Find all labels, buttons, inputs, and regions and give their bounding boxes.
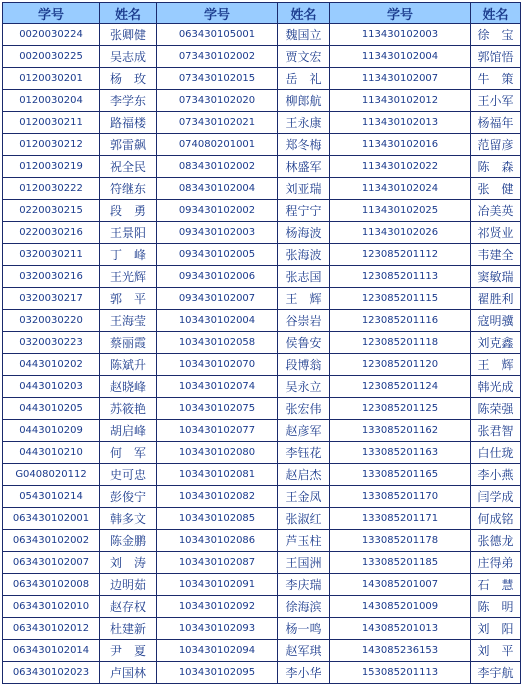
table-row xyxy=(3,134,521,156)
name-cell: 李宇航 xyxy=(471,662,521,684)
student-id-cell: 113430102012 xyxy=(330,90,471,112)
student-id-cell: 093430102007 xyxy=(157,288,278,310)
name-cell: 段博翁 xyxy=(278,354,330,376)
table-row xyxy=(3,376,521,398)
student-id-cell: 133085201162 xyxy=(330,420,471,442)
name-cell: 侯鲁安 xyxy=(278,332,330,354)
student-id-cell: 133085201163 xyxy=(330,442,471,464)
student-id-cell: 103430102095 xyxy=(157,662,278,684)
table-row xyxy=(3,90,521,112)
roster-container xyxy=(2,2,521,684)
student-id-cell: 063430102010 xyxy=(3,596,100,618)
name-cell: 寇明骥 xyxy=(471,310,521,332)
table-row xyxy=(3,530,521,552)
student-id-cell: 143085236153 xyxy=(330,640,471,662)
name-cell: 李学东 xyxy=(100,90,157,112)
student-id-cell: 063430102007 xyxy=(3,552,100,574)
student-id-cell: 133085201171 xyxy=(330,508,471,530)
student-id-cell: 073430102020 xyxy=(157,90,278,112)
name-cell: 韩多文 xyxy=(100,508,157,530)
table-row xyxy=(3,464,521,486)
student-id-cell: 103430102081 xyxy=(157,464,278,486)
name-cell: 闫学成 xyxy=(471,486,521,508)
name-cell: 陈斌升 xyxy=(100,354,157,376)
student-id-cell: 074080201001 xyxy=(157,134,278,156)
student-id-cell: 123085201120 xyxy=(330,354,471,376)
name-cell: 彭俊宁 xyxy=(100,486,157,508)
name-cell: 张 健 xyxy=(471,178,521,200)
name-cell: 翟胜利 xyxy=(471,288,521,310)
student-id-cell: 063430102008 xyxy=(3,574,100,596)
name-cell: 刘克鑫 xyxy=(471,332,521,354)
name-cell: 赵存权 xyxy=(100,596,157,618)
student-id-cell: 0443010209 xyxy=(3,420,100,442)
header-student-id-2: 学号 xyxy=(157,3,278,24)
name-cell: 刘 阳 xyxy=(471,618,521,640)
student-id-cell: 123085201112 xyxy=(330,244,471,266)
name-cell: 石 慧 xyxy=(471,574,521,596)
student-id-cell: 103430102004 xyxy=(157,310,278,332)
student-id-cell: 113430102026 xyxy=(330,222,471,244)
student-id-cell: 0220030216 xyxy=(3,222,100,244)
student-id-cell: 143085201009 xyxy=(330,596,471,618)
name-cell: 史可忠 xyxy=(100,464,157,486)
student-id-cell: 133085201170 xyxy=(330,486,471,508)
name-cell: 边明茹 xyxy=(100,574,157,596)
student-id-cell: 103430102091 xyxy=(157,574,278,596)
student-id-cell: 0020030224 xyxy=(3,24,100,46)
student-id-cell: 0320030217 xyxy=(3,288,100,310)
table-row xyxy=(3,266,521,288)
student-id-cell: 123085201115 xyxy=(330,288,471,310)
student-id-cell: 103430102074 xyxy=(157,376,278,398)
student-id-cell: 103430102082 xyxy=(157,486,278,508)
table-row xyxy=(3,332,521,354)
name-cell: 谷崇岩 xyxy=(278,310,330,332)
name-cell: 郑冬梅 xyxy=(278,134,330,156)
name-cell: 何成铭 xyxy=(471,508,521,530)
student-id-cell: 073430102021 xyxy=(157,112,278,134)
name-cell: 李庆瑞 xyxy=(278,574,330,596)
student-id-cell: 0020030225 xyxy=(3,46,100,68)
student-id-cell: 0120030201 xyxy=(3,68,100,90)
name-cell: 陈荣强 xyxy=(471,398,521,420)
table-row xyxy=(3,354,521,376)
name-cell: 赵启杰 xyxy=(278,464,330,486)
student-id-cell: 093430102003 xyxy=(157,222,278,244)
name-cell: 郭馆悟 xyxy=(471,46,521,68)
name-cell: 林盛军 xyxy=(278,156,330,178)
table-row xyxy=(3,68,521,90)
name-cell: 苏筱艳 xyxy=(100,398,157,420)
table-row xyxy=(3,596,521,618)
student-id-cell: 103430102077 xyxy=(157,420,278,442)
name-cell: 张君智 xyxy=(471,420,521,442)
name-cell: 路福楼 xyxy=(100,112,157,134)
name-cell: 张卿健 xyxy=(100,24,157,46)
student-id-cell: 0320030216 xyxy=(3,266,100,288)
name-cell: 符继东 xyxy=(100,178,157,200)
student-id-cell: 103430102058 xyxy=(157,332,278,354)
name-cell: 刘 涛 xyxy=(100,552,157,574)
table-row xyxy=(3,178,521,200)
name-cell: 王景阳 xyxy=(100,222,157,244)
table-row xyxy=(3,486,521,508)
student-id-cell: 113430102007 xyxy=(330,68,471,90)
name-cell: 张德龙 xyxy=(471,530,521,552)
student-id-cell: 063430102001 xyxy=(3,508,100,530)
name-cell: 张淑红 xyxy=(278,508,330,530)
student-id-cell: 083430102004 xyxy=(157,178,278,200)
name-cell: 魏国立 xyxy=(278,24,330,46)
table-row xyxy=(3,574,521,596)
student-id-cell: 113430102016 xyxy=(330,134,471,156)
table-row xyxy=(3,442,521,464)
student-id-cell: 133085201185 xyxy=(330,552,471,574)
student-id-cell: 0320030211 xyxy=(3,244,100,266)
student-id-cell: 063430105001 xyxy=(157,24,278,46)
name-cell: 王国洲 xyxy=(278,552,330,574)
name-cell: 徐 宝 xyxy=(471,24,521,46)
name-cell: 王光辉 xyxy=(100,266,157,288)
name-cell: 王永康 xyxy=(278,112,330,134)
student-id-cell: 133085201178 xyxy=(330,530,471,552)
table-row xyxy=(3,640,521,662)
name-cell: 张宏伟 xyxy=(278,398,330,420)
table-row xyxy=(3,244,521,266)
table-row xyxy=(3,618,521,640)
table-row xyxy=(3,288,521,310)
name-cell: 王金凤 xyxy=(278,486,330,508)
student-id-cell: G0408020112 xyxy=(3,464,100,486)
student-id-cell: 103430102075 xyxy=(157,398,278,420)
name-cell: 韩光成 xyxy=(471,376,521,398)
name-cell: 赵彦军 xyxy=(278,420,330,442)
student-id-cell: 0220030215 xyxy=(3,200,100,222)
name-cell: 岳 礼 xyxy=(278,68,330,90)
name-cell: 杨海波 xyxy=(278,222,330,244)
student-id-cell: 0443010203 xyxy=(3,376,100,398)
table-row xyxy=(3,662,521,684)
student-id-cell: 0120030212 xyxy=(3,134,100,156)
student-id-cell: 113430102025 xyxy=(330,200,471,222)
header-row xyxy=(3,3,521,24)
header-name-3: 姓名 xyxy=(471,3,521,24)
student-id-cell: 0443010202 xyxy=(3,354,100,376)
table-row xyxy=(3,310,521,332)
name-cell: 牛 策 xyxy=(471,68,521,90)
name-cell: 蔡丽霞 xyxy=(100,332,157,354)
name-cell: 刘亚瑞 xyxy=(278,178,330,200)
student-id-cell: 123085201125 xyxy=(330,398,471,420)
name-cell: 李小华 xyxy=(278,662,330,684)
name-cell: 丁 峰 xyxy=(100,244,157,266)
student-id-cell: 0120030211 xyxy=(3,112,100,134)
name-cell: 赵晓峰 xyxy=(100,376,157,398)
name-cell: 陈金鹏 xyxy=(100,530,157,552)
student-id-cell: 0320030220 xyxy=(3,310,100,332)
table-row xyxy=(3,200,521,222)
student-id-cell: 113430102022 xyxy=(330,156,471,178)
table-row xyxy=(3,508,521,530)
student-id-cell: 123085201118 xyxy=(330,332,471,354)
student-id-cell: 0443010205 xyxy=(3,398,100,420)
student-id-cell: 063430102014 xyxy=(3,640,100,662)
header-name-2: 姓名 xyxy=(278,3,330,24)
student-id-cell: 073430102002 xyxy=(157,46,278,68)
student-id-cell: 103430102086 xyxy=(157,530,278,552)
name-cell: 王 辉 xyxy=(278,288,330,310)
student-id-cell: 103430102094 xyxy=(157,640,278,662)
name-cell: 范留彦 xyxy=(471,134,521,156)
name-cell: 王海莹 xyxy=(100,310,157,332)
student-id-cell: 093430102005 xyxy=(157,244,278,266)
name-cell: 赵军琪 xyxy=(278,640,330,662)
student-id-cell: 103430102085 xyxy=(157,508,278,530)
student-id-cell: 123085201116 xyxy=(330,310,471,332)
student-id-cell: 073430102015 xyxy=(157,68,278,90)
student-id-cell: 0120030219 xyxy=(3,156,100,178)
name-cell: 陈 明 xyxy=(471,596,521,618)
name-cell: 郭 平 xyxy=(100,288,157,310)
name-cell: 郭雷飙 xyxy=(100,134,157,156)
student-id-cell: 103430102093 xyxy=(157,618,278,640)
name-cell: 张海波 xyxy=(278,244,330,266)
student-id-cell: 0120030204 xyxy=(3,90,100,112)
student-id-cell: 123085201113 xyxy=(330,266,471,288)
student-id-cell: 093430102006 xyxy=(157,266,278,288)
name-cell: 刘 平 xyxy=(471,640,521,662)
student-id-cell: 103430102092 xyxy=(157,596,278,618)
name-cell: 冶美英 xyxy=(471,200,521,222)
student-id-cell: 113430102003 xyxy=(330,24,471,46)
name-cell: 徐海滨 xyxy=(278,596,330,618)
name-cell: 杨一鸣 xyxy=(278,618,330,640)
student-id-cell: 063430102002 xyxy=(3,530,100,552)
name-cell: 李钰花 xyxy=(278,442,330,464)
name-cell: 胡启峰 xyxy=(100,420,157,442)
name-cell: 贾文宏 xyxy=(278,46,330,68)
header-student-id-3: 学号 xyxy=(330,3,471,24)
name-cell: 杨福年 xyxy=(471,112,521,134)
student-id-cell: 113430102024 xyxy=(330,178,471,200)
table-row xyxy=(3,552,521,574)
student-id-cell: 0443010210 xyxy=(3,442,100,464)
name-cell: 柳郎航 xyxy=(278,90,330,112)
name-cell: 王 辉 xyxy=(471,354,521,376)
name-cell: 王小军 xyxy=(471,90,521,112)
student-id-cell: 0120030222 xyxy=(3,178,100,200)
table-row xyxy=(3,222,521,244)
table-row xyxy=(3,420,521,442)
header-student-id-1: 学号 xyxy=(3,3,100,24)
roster-body xyxy=(3,24,521,684)
name-cell: 祝全民 xyxy=(100,156,157,178)
name-cell: 段 勇 xyxy=(100,200,157,222)
student-id-cell: 0543010214 xyxy=(3,486,100,508)
name-cell: 陈 森 xyxy=(471,156,521,178)
header-name-1: 姓名 xyxy=(100,3,157,24)
name-cell: 芦玉柱 xyxy=(278,530,330,552)
name-cell: 吴永立 xyxy=(278,376,330,398)
table-row xyxy=(3,46,521,68)
student-id-cell: 0320030223 xyxy=(3,332,100,354)
student-id-cell: 113430102013 xyxy=(330,112,471,134)
name-cell: 吴志成 xyxy=(100,46,157,68)
student-id-cell: 093430102002 xyxy=(157,200,278,222)
student-id-cell: 123085201124 xyxy=(330,376,471,398)
student-id-cell: 143085201007 xyxy=(330,574,471,596)
student-id-cell: 083430102002 xyxy=(157,156,278,178)
student-id-cell: 133085201165 xyxy=(330,464,471,486)
table-row xyxy=(3,24,521,46)
table-row xyxy=(3,156,521,178)
name-cell: 韦建全 xyxy=(471,244,521,266)
name-cell: 李小燕 xyxy=(471,464,521,486)
name-cell: 尹 夏 xyxy=(100,640,157,662)
student-id-cell: 063430102023 xyxy=(3,662,100,684)
name-cell: 杨 玫 xyxy=(100,68,157,90)
student-roster-table xyxy=(2,2,521,684)
name-cell: 窦敏瑞 xyxy=(471,266,521,288)
name-cell: 何 军 xyxy=(100,442,157,464)
student-id-cell: 143085201013 xyxy=(330,618,471,640)
student-id-cell: 103430102080 xyxy=(157,442,278,464)
name-cell: 张志国 xyxy=(278,266,330,288)
name-cell: 卢国林 xyxy=(100,662,157,684)
name-cell: 白仕珑 xyxy=(471,442,521,464)
student-id-cell: 103430102070 xyxy=(157,354,278,376)
student-id-cell: 103430102087 xyxy=(157,552,278,574)
name-cell: 杜建新 xyxy=(100,618,157,640)
table-row xyxy=(3,112,521,134)
name-cell: 庄得弟 xyxy=(471,552,521,574)
name-cell: 程宁宁 xyxy=(278,200,330,222)
student-id-cell: 113430102004 xyxy=(330,46,471,68)
student-id-cell: 063430102012 xyxy=(3,618,100,640)
table-row xyxy=(3,398,521,420)
student-id-cell: 153085201113 xyxy=(330,662,471,684)
name-cell: 祁贤业 xyxy=(471,222,521,244)
